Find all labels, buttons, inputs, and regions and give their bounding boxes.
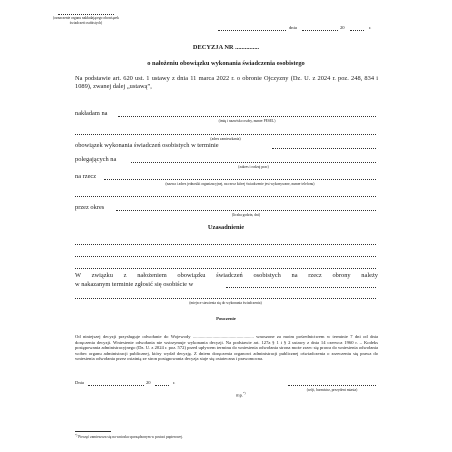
signature-date-field[interactable] (88, 385, 144, 386)
date-label: dnia (289, 25, 297, 30)
reporting-text-2: w nakazanym terminie zgłosić się osobiście w (75, 281, 194, 288)
justification-line-1[interactable] (75, 244, 376, 245)
hours-caption: (liczba godzin, dni) (231, 213, 261, 217)
scope-caption: (zakres i rodzaj prac) (238, 165, 269, 169)
instruction-heading: Pouczenie (216, 316, 236, 321)
entity-field-line2[interactable] (75, 196, 376, 197)
instruction-text: Od niniejszej decyzji przysługuje odwołanie do Wojewody ..................................................... wnoszone za moim pośrednictwem w terminie 7 dni od dnia doręczenia decyzji. Wniesienie odwołania nie wstrzymuje wykonania decyzji. Na podstawie art. 127a § 1 i § 2 ustawy z dnia 14 czerwca 1960 r. – Kodeks postępowania administracyjnego (Dz. U. z 2024 r. poz. 572) przed upływem terminu do wniesienia odwołania strona może zrzec się prawa do wniesienia odwołania wobec organu administracji publicznej, który wydał decyzję. Z dniem doręczenia organowi administracji publicznej oświadczenia o zrzeczeniu się prawa do wniesienia odwołania przez ostatnią ze stron postępowania decyzja staje się ostateczna i prawomocna. (75, 334, 378, 362)
signature-year-field[interactable] (155, 385, 169, 386)
term-field[interactable] (272, 148, 376, 149)
przez-label: przez okres (75, 204, 105, 211)
official-caption: (wójt, burmistrz, prezydent miasta) (306, 388, 358, 392)
legal-basis: Na podstawie art. 620 ust. 1 ustawy z dnia 11 marca 2022 r. o obronie Ojczyzny (Dz. U. z 2024 r. poz. 248, 834 i 1089), zwanej dalej „ustawą”, (75, 75, 378, 90)
address-caption: (adres zamieszkania) (210, 137, 241, 141)
footnote-text: *) Pieczęć zamieszcza się na wniosku sporządzonym w postaci papierowej. (75, 434, 183, 440)
polegajacych-label: polegających na (75, 156, 117, 163)
address-field[interactable] (75, 134, 376, 135)
year-prefix: 20 (340, 25, 345, 30)
issuer-caption-line1: (oznaczenie organu nakładającego obowiązek (53, 16, 119, 20)
issuer-stamp-line[interactable] (58, 14, 114, 15)
official-signature-field[interactable] (288, 385, 376, 386)
entity-caption: (nazwa i adres jednostki organizacyjnej, na rzecz której świadczenie jest wykonywane, numer telefonu) (165, 182, 315, 186)
issuer-caption-line2: świadczeń osobistych) (69, 20, 103, 25)
justification-heading: Uzasadnienie (207, 224, 245, 231)
rzecz-label: na rzecz (75, 173, 97, 180)
decision-subject: o nałożeniu obowiązku wykonania świadczenia osobistego (147, 60, 305, 67)
reporting-caption: (miejsce stawienia się do wykonania świadczenia) (189, 301, 262, 305)
year-line[interactable] (350, 30, 364, 31)
person-field[interactable] (118, 116, 376, 117)
person-caption: (imię i nazwisko osoby, numer PESEL) (218, 119, 276, 123)
reporting-text-1: W związku z nałożeniem obowiązku świadczeń osobistych na rzecz obrony należy (75, 272, 378, 279)
justification-line-2[interactable] (75, 256, 376, 257)
reporting-place-line2[interactable] (75, 298, 376, 299)
footnote-rule (75, 431, 111, 432)
hours-field[interactable] (116, 210, 376, 211)
justification-line-3[interactable] (75, 268, 376, 269)
signature-year-prefix: 20 (146, 380, 151, 385)
entity-field[interactable] (104, 179, 376, 180)
nakladam-label: nakładam na (75, 110, 108, 117)
signature-year-suffix: r. (173, 380, 176, 385)
reporting-place-field[interactable] (226, 287, 376, 288)
place-line[interactable] (218, 30, 286, 31)
obligation-text: obowiązek wykonania świadczeń osobistych w terminie (75, 142, 219, 149)
year-suffix: r. (369, 25, 372, 30)
signature-date-label: Dnia (75, 380, 84, 385)
date-line[interactable] (302, 30, 338, 31)
scope-field[interactable] (131, 162, 376, 163)
stamp-mp: mp.*) (236, 391, 246, 398)
decision-title: DECYZJA NR ............... (192, 44, 260, 51)
